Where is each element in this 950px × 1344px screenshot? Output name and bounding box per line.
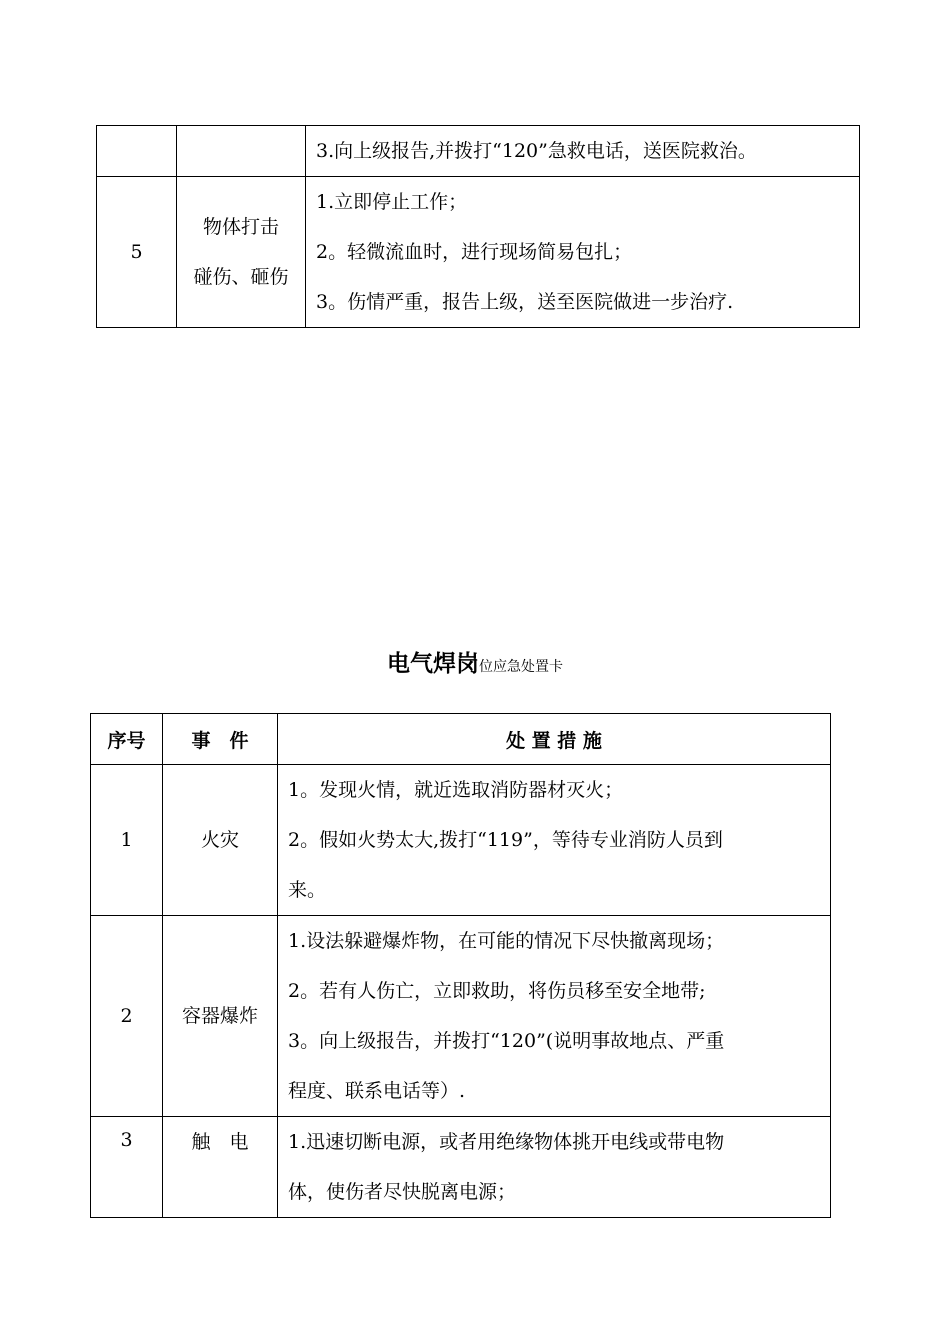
continued-table [96, 125, 860, 328]
measure-line: 2。若有人伤亡，立即救助，将伤员移至安全地带; [288, 980, 706, 1002]
event-line: 碰伤、砸伤 [193, 266, 289, 288]
row-number [97, 126, 177, 177]
measure-line: 来。 [288, 879, 327, 901]
table-row [91, 765, 831, 916]
measure-line: 3。伤情严重，报告上级，送至医院做进一步治疗. [316, 291, 734, 313]
row-number: 2 [91, 916, 163, 1117]
measures-cell [306, 177, 860, 328]
card-title-bold: 电气焊岗 [387, 651, 479, 677]
measures-cell [278, 1117, 831, 1218]
header-measures: 处 置 措 施 [278, 714, 831, 765]
event-cell: 触 电 [163, 1117, 278, 1218]
measure-line: 3。向上级报告，并拨打“120”(说明事故地点、严重 [288, 1030, 725, 1052]
measure-line: 3.向上级报告,并拨打“120”急救电话，送医院救治。 [316, 140, 757, 162]
emergency-card-table [90, 713, 831, 1218]
card-title-rest: 位应急处置卡 [479, 659, 563, 675]
event-cell: 火灾 [163, 765, 278, 916]
measures-cell [306, 126, 860, 177]
measure-line: 体，使伤者尽快脱离电源； [288, 1181, 517, 1203]
measure-line: 1.设法躲避爆炸物，在可能的情况下尽快撤离现场； [288, 930, 725, 952]
header-number: 序号 [91, 714, 163, 765]
row-number: 1 [91, 765, 163, 916]
event-cell [177, 177, 306, 328]
measure-line: 2。轻微流血时，进行现场简易包扎； [316, 241, 633, 263]
measure-line: 1.立即停止工作； [316, 191, 468, 213]
measure-line: 程度、联系电话等）. [288, 1080, 466, 1102]
table-row [91, 916, 831, 1117]
measures-cell [278, 765, 831, 916]
measures-cell [278, 916, 831, 1117]
measure-line: 2。假如火势太大,拨打“119”，等待专业消防人员到 [288, 829, 723, 851]
table-row [97, 177, 860, 328]
event-cell [177, 126, 306, 177]
table-row [91, 1117, 831, 1218]
row-number: 3 [91, 1117, 163, 1218]
table-row [97, 126, 860, 177]
header-row [91, 714, 831, 765]
header-event: 事 件 [163, 714, 278, 765]
event-line: 物体打击 [202, 216, 279, 238]
measure-line: 1.迅速切断电源，或者用绝缘物体挑开电线或带电物 [288, 1131, 725, 1153]
measure-line: 1。发现火情，就近选取消防器材灭火； [288, 779, 624, 801]
event-cell: 容器爆炸 [163, 916, 278, 1117]
row-number: 5 [97, 177, 177, 328]
card-title [0, 645, 950, 678]
